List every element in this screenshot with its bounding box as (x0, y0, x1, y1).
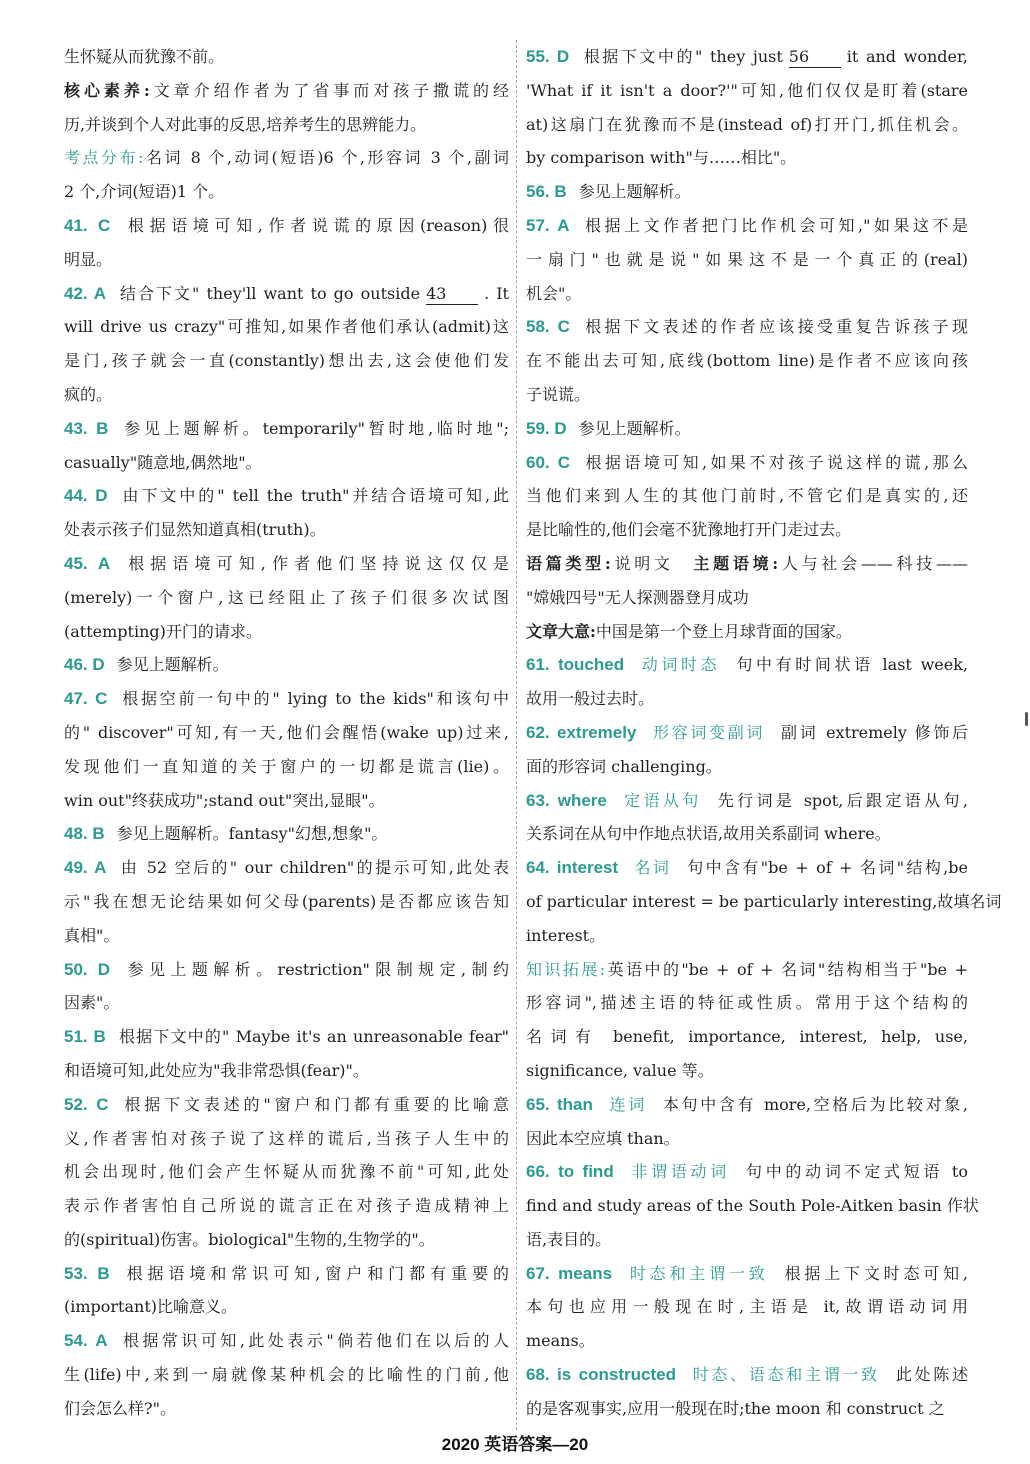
line-text: 根据语境和常识可知,窗户和门都有重要的 (121, 1263, 509, 1283)
question-number: 44. D (64, 486, 108, 506)
line-text: 根据下文表述的作者应该接受重复告诉孩子现 (581, 317, 968, 337)
text-line (64, 479, 509, 513)
section-label: 主题语境: (693, 553, 779, 573)
text-line (64, 817, 509, 851)
question-number: 58. C (526, 317, 570, 337)
text-line (526, 682, 968, 716)
text-line (526, 412, 968, 446)
line-text: 关系词在从句中作地点状语,故用关系副词 where。 (526, 824, 891, 844)
answer-word: 62. extremely (526, 722, 637, 742)
line-text: 生怀疑从而犹豫不前。 (64, 47, 225, 66)
question-number: 48. B (64, 824, 105, 844)
line-text: 结合下文" they'll want to go outside (118, 283, 421, 303)
line-text: 根据语境可知,作者他们坚持说这仅仅是 (122, 553, 509, 573)
line-text: 参见上题解析。 (116, 655, 229, 675)
section-label: 知识拓展: (526, 959, 606, 979)
grammar-tag: 时态和主谓一致 (626, 1263, 769, 1283)
text-line (526, 141, 968, 175)
line-text: of particular interest = be particularly interesting,故填名词 (526, 891, 1002, 911)
text-line (64, 412, 509, 446)
text-line (64, 1054, 509, 1088)
line-text: 机会出现时,他们会产生怀疑从而犹豫不前"可知,此处 (64, 1162, 509, 1182)
grammar-tag: 连词 (606, 1094, 647, 1114)
text-line (64, 1290, 509, 1324)
line-text: 真相"。 (64, 925, 120, 945)
text-line (526, 1189, 979, 1223)
line-text: 根据常识可知,此处表示"倘若他们在以后的人 (119, 1331, 509, 1351)
text-line (64, 750, 509, 784)
text-line (526, 1020, 968, 1054)
line-text: 名词有 benefit, importance, interest, help, use, (526, 1027, 968, 1047)
text-line (526, 716, 968, 750)
question-number: 53. B (64, 1263, 110, 1283)
text-line (526, 1054, 968, 1088)
text-line (526, 1290, 968, 1324)
line-text: 根据语境可知,作者说谎的原因(reason)很 (122, 215, 509, 235)
text-line (64, 1155, 509, 1189)
line-text: 根据上下文时态可知, (784, 1263, 968, 1283)
question-number: 56. B (526, 182, 567, 202)
text-line (64, 885, 509, 919)
answer-word: 66. to find (526, 1162, 614, 1182)
line-text: 是比喻性的,他们会毫不犹豫地打开门走过去。 (526, 520, 852, 540)
text-line (64, 378, 509, 412)
text-line (64, 1358, 509, 1392)
question-number: 49. A (64, 858, 107, 878)
line-text: 发现他们一直知道的关于窗户的一切都是谎言(lie)。 (64, 756, 509, 776)
line-text: 的是客观事实,应用一般现在时;the moon 和 construct 之 (526, 1398, 945, 1418)
line-text: at)这扇门在犹豫而不是(instead of)打开门,抓住机会。 (526, 114, 968, 134)
line-text: 句中有时间状语 last week, (736, 655, 968, 675)
line-text: 明显。 (64, 249, 113, 269)
text-line (526, 648, 968, 682)
line-text: 故用一般过去时。 (526, 689, 655, 709)
grammar-tag: 时态、语态和主谓一致 (689, 1365, 880, 1385)
line-text: 参见上题解析。fantasy"幻想,想象"。 (116, 824, 388, 844)
text-line (64, 851, 509, 885)
question-number: 59. D (526, 418, 567, 438)
question-number: 43. B (64, 418, 109, 438)
line-text: 根据下文中的" Maybe it's an unreasonable fear" (117, 1027, 509, 1047)
text-line (526, 615, 968, 649)
line-text: 根据上文作者把门比作机会可知,"如果这不是 (581, 215, 968, 235)
text-line (64, 243, 509, 277)
text-line (526, 108, 968, 142)
grammar-tag: 定语从句 (620, 790, 702, 810)
text-line (64, 1122, 509, 1156)
text-line (526, 513, 968, 547)
question-number: 54. A (64, 1331, 108, 1351)
text-line (526, 851, 968, 885)
answer-word: 61. touched (526, 655, 625, 675)
text-line (64, 344, 509, 378)
line-text: will drive us crazy"可推知,如果作者他们承认(admit)这 (64, 317, 509, 337)
line-text: 在不能出去可知,底线(bottom line)是作者不应该向孩 (526, 351, 968, 371)
line-text: 参见上题解析。restriction"限制规定,制约 (122, 959, 509, 979)
line-text: by comparison with"与……相比"。 (526, 148, 797, 168)
line-text: find and study areas of the South Pole-Aitken basin 作状 (526, 1196, 979, 1216)
line-text: 的(spiritual)伤害。biological"生物的,生物学的"。 (64, 1229, 435, 1249)
text-line (526, 750, 968, 784)
line-text: 一扇门"也就是说"如果这不是一个真正的(real) (526, 249, 968, 269)
grammar-tag: 名词 (632, 858, 672, 878)
text-line (64, 1324, 509, 1358)
line-text: 机会"。 (526, 283, 582, 303)
line-text: 面的形容词 challenging。 (526, 756, 722, 776)
section-label: 考点分布: (64, 148, 144, 168)
text-line (526, 1324, 968, 1358)
question-number: 42. A (64, 283, 107, 303)
line-text: (merely)一个窗户,这已经阻止了孩子们很多次试图 (64, 587, 509, 607)
page-footer: 2020 英语答案—20 (441, 1435, 589, 1454)
line-text: interest。 (526, 925, 606, 945)
text-line (526, 1155, 968, 1189)
line-text: 根据语境可知,如果不对孩子说这样的谎,那么 (582, 452, 968, 472)
text-line (526, 277, 968, 311)
text-line (64, 986, 509, 1020)
text-line (64, 513, 509, 547)
line-text: 子说谎。 (526, 384, 591, 404)
line-text: 本句也应用一般现在时,主语是 it,故谓语动词用 (526, 1297, 968, 1317)
line-text: 'What if it isn't a door?'"可知,他们仅仅是盯着(stare (526, 80, 968, 100)
text-line (64, 682, 509, 716)
text-line (64, 108, 509, 142)
text-line (64, 581, 509, 615)
text-line (64, 648, 509, 682)
question-number: 50. D (64, 959, 111, 979)
text-line (526, 953, 968, 987)
grammar-tag: 非谓语动词 (627, 1162, 730, 1182)
text-line (64, 1223, 509, 1257)
text-line (526, 1358, 968, 1392)
line-text: 先行词是 spot,后跟定语从句, (717, 790, 968, 810)
line-text: 句中的动词不定式短语 to (745, 1162, 968, 1182)
section-label: 核心素养: (64, 80, 150, 100)
line-text: 根据下文表述的"窗户和门都有重要的比喻意 (120, 1094, 509, 1114)
text-line (526, 1257, 968, 1291)
section-label: 文章大意: (526, 621, 596, 641)
line-text: (attempting)开门的请求。 (64, 621, 262, 641)
line-text: 句中含有"be + of + 名词"结构,be (687, 858, 968, 878)
line-text: 参见上题解析。 (578, 418, 691, 438)
answer-word: 68. is constructed (526, 1365, 676, 1385)
question-number: 57. A (526, 215, 570, 235)
line-text: 是门,孩子就会一直(constantly)想出去,这会使他们发 (64, 351, 509, 371)
text-line (526, 581, 968, 615)
text-line (526, 1122, 968, 1156)
line-text: casually"随意地,偶然地"。 (64, 452, 262, 472)
blank-number: 43 (426, 284, 478, 305)
line-text: 当他们来到人生的其他门前时,不管它们是真实的,还 (526, 486, 968, 506)
text-line (64, 175, 509, 209)
text-line (526, 986, 968, 1020)
text-line (64, 40, 509, 74)
question-number: 46. D (64, 655, 105, 675)
line-text: means。 (526, 1331, 595, 1351)
line-text: 说明文 (610, 553, 694, 573)
text-line (526, 310, 968, 344)
line-text: 副词 extremely 修饰后 (781, 722, 968, 742)
text-line (64, 547, 509, 581)
blank-number: 56 (789, 47, 841, 68)
edge-mark (1025, 712, 1028, 726)
text-line (526, 446, 968, 480)
line-text: 本句中含有 more,空格后为比较对象, (662, 1094, 968, 1114)
line-text: 示"我在想无论结果如何父母(parents)是否都应该告知 (64, 891, 509, 911)
text-line (64, 784, 509, 818)
grammar-tag: 形容词变副词 (650, 722, 766, 742)
text-line (64, 1189, 509, 1223)
text-line (526, 817, 968, 851)
text-line (526, 378, 968, 412)
question-number: 51. B (64, 1027, 106, 1047)
line-text: 的" discover"可知,有一天,他们会醒悟(wake up)过来, (64, 722, 509, 742)
text-line (64, 716, 509, 750)
line-text: 们会怎么样?"。 (64, 1398, 176, 1418)
text-line (64, 615, 509, 649)
question-number: 60. C (526, 452, 571, 472)
text-line (526, 479, 968, 513)
question-number: 45. A (64, 553, 111, 573)
line-text: 此处陈述 (895, 1365, 968, 1385)
line-text: win out"终获成功";stand out"突出,显眼"。 (64, 790, 385, 810)
text-line (526, 74, 968, 108)
line-text: 形容词",描述主语的特征或性质。常用于这个结构的 (526, 993, 968, 1013)
text-line (526, 209, 968, 243)
text-line (526, 243, 968, 277)
text-line (64, 919, 509, 953)
line-text: 文章介绍作者为了省事而对孩子撒谎的经 (149, 80, 509, 100)
text-line (526, 919, 968, 953)
text-line (64, 74, 509, 108)
line-text-after: it and wonder, (846, 47, 968, 66)
line-text: 中国是第一个登上月球背面的国家。 (595, 621, 852, 641)
line-text: 参见上题解析。temporarily"暂时地,临时地"; (120, 418, 509, 438)
text-line (526, 40, 968, 74)
text-line (64, 1392, 509, 1426)
question-number: 41. C (64, 215, 111, 235)
line-text: 根据空前一句中的" lying to the kids"和该句中 (119, 689, 509, 709)
text-line (64, 1088, 509, 1122)
grammar-tag: 动词时态 (638, 655, 721, 675)
answer-word: 64. interest (526, 858, 619, 878)
right-column (526, 40, 1002, 1426)
line-text: 根据下文中的" they just (581, 47, 783, 66)
text-line (526, 344, 968, 378)
text-line (64, 1257, 509, 1291)
line-text: 人与社会——科技—— (778, 553, 968, 573)
text-line (526, 547, 968, 581)
line-text: 语,表目的。 (526, 1229, 612, 1249)
line-text: 名词 8 个,动词(短语)6 个,形容词 3 个,副词 (143, 148, 509, 168)
line-text: 因素"。 (64, 993, 120, 1013)
line-text: 义,作者害怕对孩子说了这样的谎后,当孩子人生中的 (64, 1128, 509, 1148)
text-line (64, 953, 509, 987)
line-text: 历,并谈到个人对此事的反思,培养考生的思辨能力。 (64, 114, 427, 134)
line-text: 生(life)中,来到一扇就像某种机会的比喻性的门前,他 (64, 1365, 509, 1385)
line-text: "嫦娥四号"无人探测器登月成功 (526, 587, 749, 607)
text-line (64, 446, 509, 480)
line-text: 表示作者害怕自己所说的谎言正在对孩子造成精神上 (64, 1196, 509, 1216)
line-text: significance, value 等。 (526, 1060, 714, 1080)
line-text-after: . It (484, 283, 509, 303)
line-text: 疯的。 (64, 384, 113, 404)
text-line (64, 310, 509, 344)
answer-word: 65. than (526, 1094, 593, 1114)
line-text: 处表示孩子们显然知道真相(truth)。 (64, 520, 326, 540)
left-column (64, 40, 509, 1426)
text-line (64, 277, 509, 311)
line-text: 因此本空应填 than。 (526, 1128, 680, 1148)
text-line (526, 784, 968, 818)
answer-word: 67. means (526, 1263, 613, 1283)
line-text: (important)比喻意义。 (64, 1297, 238, 1317)
question-number: 52. C (64, 1094, 109, 1114)
line-text: 参见上题解析。 (578, 182, 691, 202)
section-label: 语篇类型: (526, 553, 611, 573)
line-text: 由 52 空后的" our children"的提示可知,此处表 (118, 858, 509, 878)
line-text: 英语中的"be + of + 名词"结构相当于"be + (605, 959, 968, 979)
line-text: 由下文中的" tell the truth"并结合语境可知,此 (119, 486, 509, 506)
text-line (64, 209, 509, 243)
question-number: 55. D (526, 47, 570, 66)
text-line (64, 1020, 509, 1054)
text-line (526, 175, 968, 209)
answer-word: 63. where (526, 790, 607, 810)
text-line (526, 1088, 968, 1122)
line-text: 和语境可知,此处应为"我非常恐惧(fear)"。 (64, 1060, 369, 1080)
text-line (526, 885, 1002, 919)
text-line (64, 141, 509, 175)
text-line (526, 1392, 968, 1426)
text-line (526, 1223, 968, 1257)
line-text: 2 个,介词(短语)1 个。 (64, 182, 225, 202)
question-number: 47. C (64, 689, 108, 709)
column-divider (516, 40, 517, 1430)
